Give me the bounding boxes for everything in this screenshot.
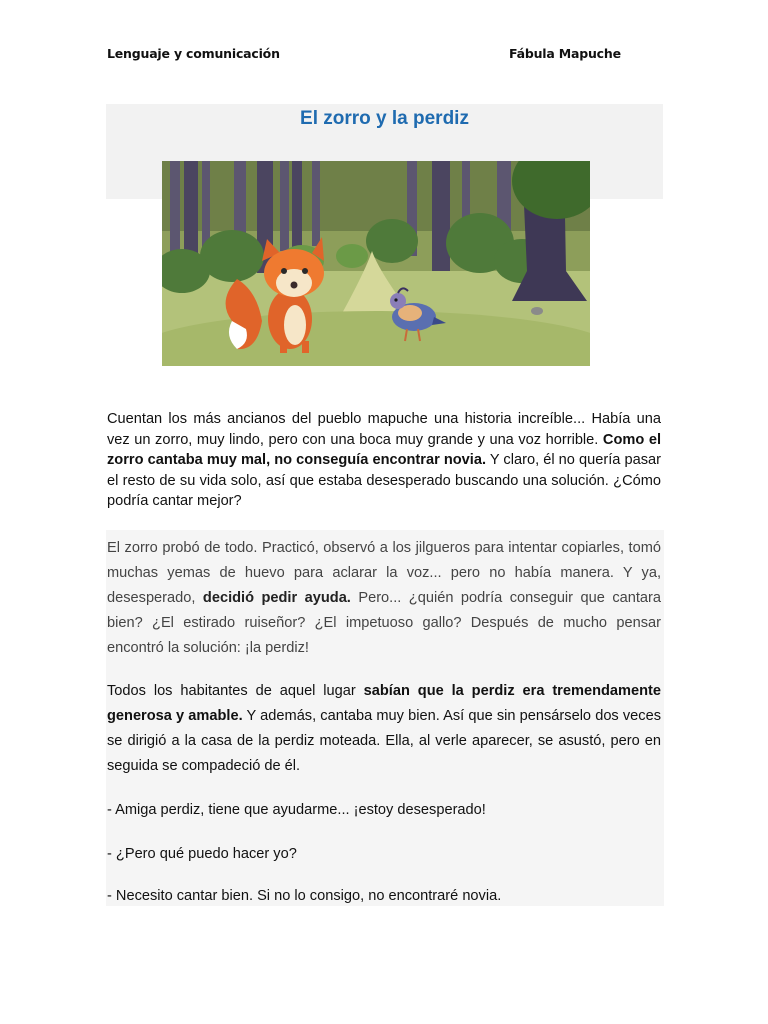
paragraph-intro-text-end: Y claro, él no quería pasar el resto de su vida solo, así que estaba desesperado buscando una solución. ¿Cómo podría cantar mejor? bbox=[107, 452, 661, 509]
dialogue-line-2: - ¿Pero qué puedo hacer yo? bbox=[107, 846, 297, 862]
paragraph-intro bbox=[107, 409, 661, 512]
header-topic: Fábula Mapuche bbox=[509, 46, 621, 61]
paragraph-intro-text: Cuentan los más ancianos del pueblo mapuche una historia increíble... Había una vez un zorro, muy lindo, pero con una boca muy grande y una voz horrible. bbox=[107, 411, 661, 448]
paragraph-attempts-bold: decidió pedir ayuda. bbox=[202, 590, 351, 606]
paragraph-attempts bbox=[107, 536, 661, 661]
dialogue-line-1: - Amiga perdiz, tiene que ayudarme... ¡estoy desesperado! bbox=[107, 802, 486, 818]
story-title: El zorro y la perdiz bbox=[300, 108, 469, 129]
paragraph-partridge bbox=[107, 679, 661, 779]
paragraph-partridge-text: Todos los habitantes de aquel lugar bbox=[107, 683, 364, 699]
paragraph-attempts-text-end: Pero... ¿quién podría conseguir que cantara bien? ¿El estirado ruiseñor? ¿El impetuoso gallo? Después de mucho pensar encontró la solución: ¡la perdiz! bbox=[107, 590, 662, 656]
dialogue-line-3: - Necesito cantar bien. Si no lo consigo, no encontraré novia. bbox=[107, 888, 502, 904]
paragraph-intro-bold: Como el zorro cantaba muy mal, no conseguía encontrar novia. bbox=[107, 431, 661, 468]
header-subject: Lenguaje y comunicación bbox=[107, 46, 280, 61]
fox-and-partridge-illustration bbox=[162, 161, 590, 366]
paragraph-partridge-text-end: Y además, cantaba muy bien. Así que sin pensárselo dos veces se dirigió a la casa de la perdiz moteada. Ella, al verle aparecer, se asustó, pero en seguida se compadeció de él. bbox=[107, 708, 662, 774]
paragraph-partridge-bold: sabían que la perdiz era tremendamente generosa y amable. bbox=[107, 683, 661, 724]
paragraph-attempts-text: El zorro probó de todo. Practicó, observó a los jilgueros para intentar copiarles, tomó muchas yemas de huevo para aclarar la voz... pero no había manera. Y ya, desesperado, bbox=[107, 540, 661, 606]
